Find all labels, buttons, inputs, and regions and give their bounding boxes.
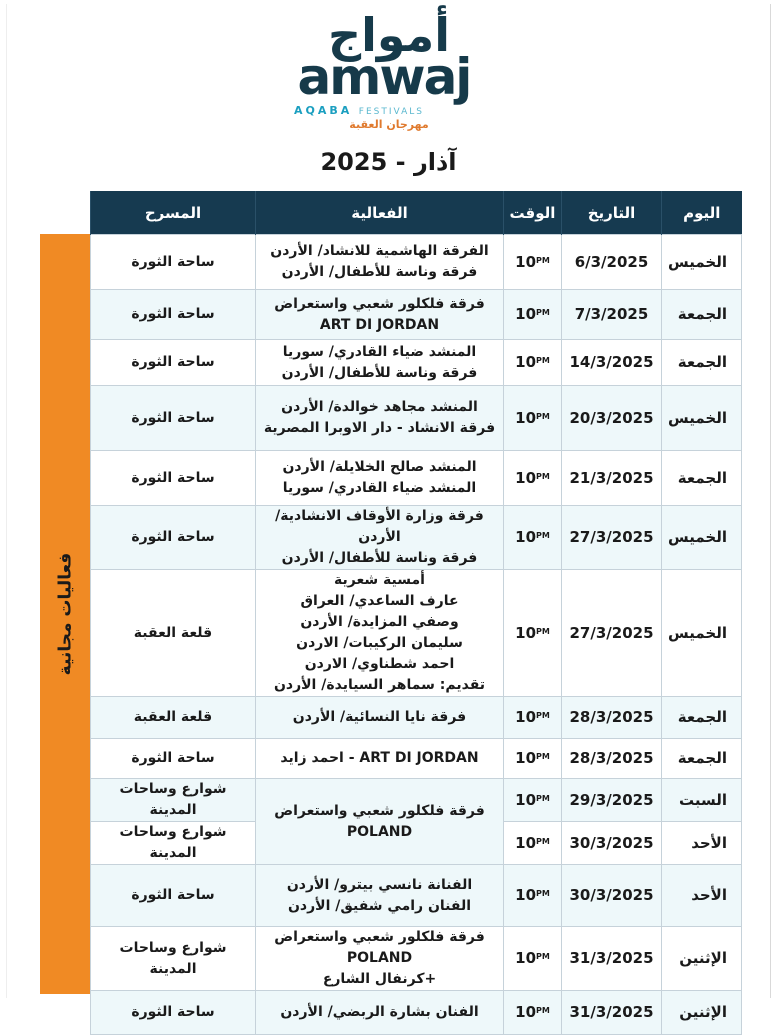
venue-cell: شوارع وساحات المدينة [91, 927, 256, 991]
time-value: 10 [515, 528, 537, 546]
date-cell: 30/3/2025 [562, 865, 662, 927]
time-suffix: PM [536, 1006, 550, 1015]
time-cell [504, 570, 562, 697]
header-venue: المسرح [91, 191, 256, 235]
day-cell: الجمعة [662, 451, 742, 506]
time-suffix: PM [536, 836, 550, 846]
date-cell: 7/3/2025 [562, 290, 662, 340]
poetry-line: سليمان الركيبات/ الاردن [296, 635, 463, 651]
venue-cell: قلعة العقبة [91, 570, 256, 697]
date-cell: 31/3/2025 [562, 927, 662, 991]
side-label: فعاليات مجانية [55, 552, 75, 676]
venue-cell: قلعة العقبة [91, 697, 256, 739]
time-suffix: PM [536, 952, 550, 961]
event-line: فرقة وناسة للأطفال/ الأردن [281, 550, 478, 566]
poetry-line: وصفي المزايدة/ الأردن [300, 614, 459, 630]
venue-cell: ساحة الثورة [91, 386, 256, 451]
day-cell: الإثنين [662, 991, 742, 1035]
time-cell [504, 386, 562, 451]
table-row [91, 697, 742, 739]
time-cell [504, 822, 562, 865]
logo-aqaba: AQABA [294, 104, 353, 117]
time-value: 10 [515, 353, 537, 371]
time-suffix: PM [536, 255, 550, 265]
event-line: ART DI JORDAN [319, 316, 440, 333]
venue-cell: ساحة الثورة [91, 865, 256, 927]
event-line: POLAND [346, 823, 413, 840]
date-cell: 6/3/2025 [562, 235, 662, 290]
event-line: +كرنفال الشارع [322, 971, 437, 987]
table-row [91, 570, 742, 697]
time-suffix: PM [536, 711, 550, 720]
poetry-line: احمد شطناوي/ الاردن [304, 656, 455, 672]
event-cell [256, 235, 504, 290]
time-suffix: PM [536, 626, 550, 636]
date-cell: 28/3/2025 [562, 697, 662, 739]
day-cell: الجمعة [662, 290, 742, 340]
header-date: التاريخ [562, 191, 662, 235]
event-line: فرقة وناسة للأطفال/ الأردن [281, 364, 478, 381]
time-suffix: PM [536, 356, 550, 365]
event-cell [256, 290, 504, 340]
time-value: 10 [515, 833, 537, 852]
time-cell [504, 290, 562, 340]
time-suffix: PM [536, 471, 550, 481]
time-cell [504, 865, 562, 927]
logo-arabic: أمواج [327, 8, 450, 62]
time-value: 10 [515, 886, 537, 904]
event-line: المنشد ضياء القادري/ سوريا [282, 480, 477, 496]
event-line: الفنانة نانسي بيترو/ الأردن [286, 876, 473, 893]
header-day: اليوم [662, 191, 742, 235]
logo-english: amwaj [297, 48, 471, 106]
table-row [91, 235, 742, 290]
venue-cell: ساحة الثورة [91, 290, 256, 340]
table-row [91, 451, 742, 506]
table-row [91, 506, 742, 570]
event-line: فرقة نايا النسائية/ الأردن [292, 709, 467, 725]
event-cell [256, 570, 504, 697]
table-row [91, 865, 742, 927]
time-value: 10 [515, 252, 537, 271]
time-cell [504, 927, 562, 991]
table-row [91, 779, 742, 822]
event-line: الفرقة الهاشمية للانشاد/ الأردن [270, 243, 489, 259]
date-cell: 21/3/2025 [562, 451, 662, 506]
table-row [91, 386, 742, 451]
time-cell [504, 340, 562, 386]
venue-cell: شوارع وساحات المدينة [91, 779, 256, 822]
time-cell [504, 235, 562, 290]
table-row [91, 739, 742, 779]
event-line: المنشد مجاهد خوالدة/ الأردن [281, 399, 478, 415]
event-line: ART DI JORDAN - احمد زايد [280, 750, 479, 766]
time-value: 10 [515, 708, 537, 726]
header-event: الفعالية [256, 191, 504, 235]
event-cell [256, 865, 504, 927]
schedule-table [90, 191, 742, 1035]
date-cell: 29/3/2025 [562, 779, 662, 822]
event-line: فرقة فلكلور شعبي واستعراض POLAND [274, 929, 485, 966]
event-line: فرقة فلكلور شعبي واستعراض [274, 295, 485, 312]
date-cell: 28/3/2025 [562, 739, 662, 779]
event-line: فرقة فلكلور شعبي واستعراض [274, 802, 485, 819]
time-suffix: PM [536, 889, 550, 898]
amwaj-logo [284, 8, 484, 133]
venue-cell: ساحة الثورة [91, 506, 256, 570]
time-cell [504, 697, 562, 739]
date-cell: 14/3/2025 [562, 340, 662, 386]
table-row [91, 290, 742, 340]
table-row [91, 340, 742, 386]
time-value: 10 [515, 408, 537, 427]
table-row [91, 991, 742, 1035]
month-title: آذار - 2025 [320, 148, 457, 176]
day-cell: الجمعة [662, 697, 742, 739]
day-cell: السبت [662, 779, 742, 822]
table-row [91, 927, 742, 991]
event-line: فرقة وناسة للأطفال/ الأردن [281, 264, 478, 280]
event-cell [256, 451, 504, 506]
day-cell: الإثنين [662, 927, 742, 991]
event-line: المنشد ضياء القادري/ سوريا [282, 343, 477, 360]
event-cell [256, 506, 504, 570]
event-line: المنشد صالح الخلايلة/ الأردن [282, 459, 477, 475]
date-cell: 30/3/2025 [562, 822, 662, 865]
venue-cell: ساحة الثورة [91, 739, 256, 779]
event-cell [256, 927, 504, 991]
day-cell: الأحد [662, 865, 742, 927]
event-line: فرقة وزارة الأوقاف الانشادية/ الأردن [275, 508, 484, 545]
day-cell: الخميس [662, 235, 742, 290]
day-cell: الخميس [662, 506, 742, 570]
event-line: الفنان رامي شفيق/ الأردن [287, 897, 472, 914]
poetry-line: عارف الساعدي/ العراق [300, 593, 459, 609]
time-cell [504, 739, 562, 779]
day-cell: الجمعة [662, 739, 742, 779]
time-value: 10 [515, 749, 537, 767]
venue-cell: ساحة الثورة [91, 991, 256, 1035]
day-cell: الخميس [662, 570, 742, 697]
time-value: 10 [515, 790, 537, 809]
venue-cell: شوارع وساحات المدينة [91, 822, 256, 865]
time-suffix: PM [536, 411, 550, 421]
day-cell: الجمعة [662, 340, 742, 386]
poetry-line: تقديم: سماهر السيايدة/ الأردن [273, 677, 486, 693]
time-suffix: PM [536, 308, 550, 317]
event-cell-merged [256, 779, 504, 865]
time-value: 10 [515, 468, 537, 487]
time-cell [504, 991, 562, 1035]
table-header-row [91, 191, 742, 235]
time-suffix: PM [536, 531, 550, 540]
event-cell [256, 340, 504, 386]
venue-cell: ساحة الثورة [91, 235, 256, 290]
logo-subtitle-arabic: مهرجان العقبة [349, 118, 429, 131]
time-suffix: PM [536, 752, 550, 761]
date-cell: 20/3/2025 [562, 386, 662, 451]
event-line: الفنان بشارة الربضي/ الأردن [280, 1004, 479, 1020]
logo-subtitle [294, 104, 484, 117]
time-cell [504, 506, 562, 570]
event-cell [256, 739, 504, 779]
venue-cell: ساحة الثورة [91, 451, 256, 506]
date-cell: 27/3/2025 [562, 506, 662, 570]
date-cell: 31/3/2025 [562, 991, 662, 1035]
day-cell: الأحد [662, 822, 742, 865]
time-value: 10 [515, 305, 537, 323]
event-cell [256, 386, 504, 451]
event-cell [256, 991, 504, 1035]
event-line: فرقة الانشاد - دار الاوبرا المصرية [263, 420, 496, 436]
header-time: الوقت [504, 191, 562, 235]
time-cell [504, 451, 562, 506]
time-suffix: PM [536, 793, 550, 803]
event-cell [256, 697, 504, 739]
time-cell [504, 779, 562, 822]
time-value: 10 [515, 949, 537, 967]
venue-cell: ساحة الثورة [91, 340, 256, 386]
date-cell: 27/3/2025 [562, 570, 662, 697]
logo-festivals: FESTIVALS [358, 107, 424, 117]
time-value: 10 [515, 1003, 537, 1021]
day-cell: الخميس [662, 386, 742, 451]
time-value: 10 [515, 623, 537, 642]
poetry-title: أمسية شعرية [334, 572, 425, 588]
